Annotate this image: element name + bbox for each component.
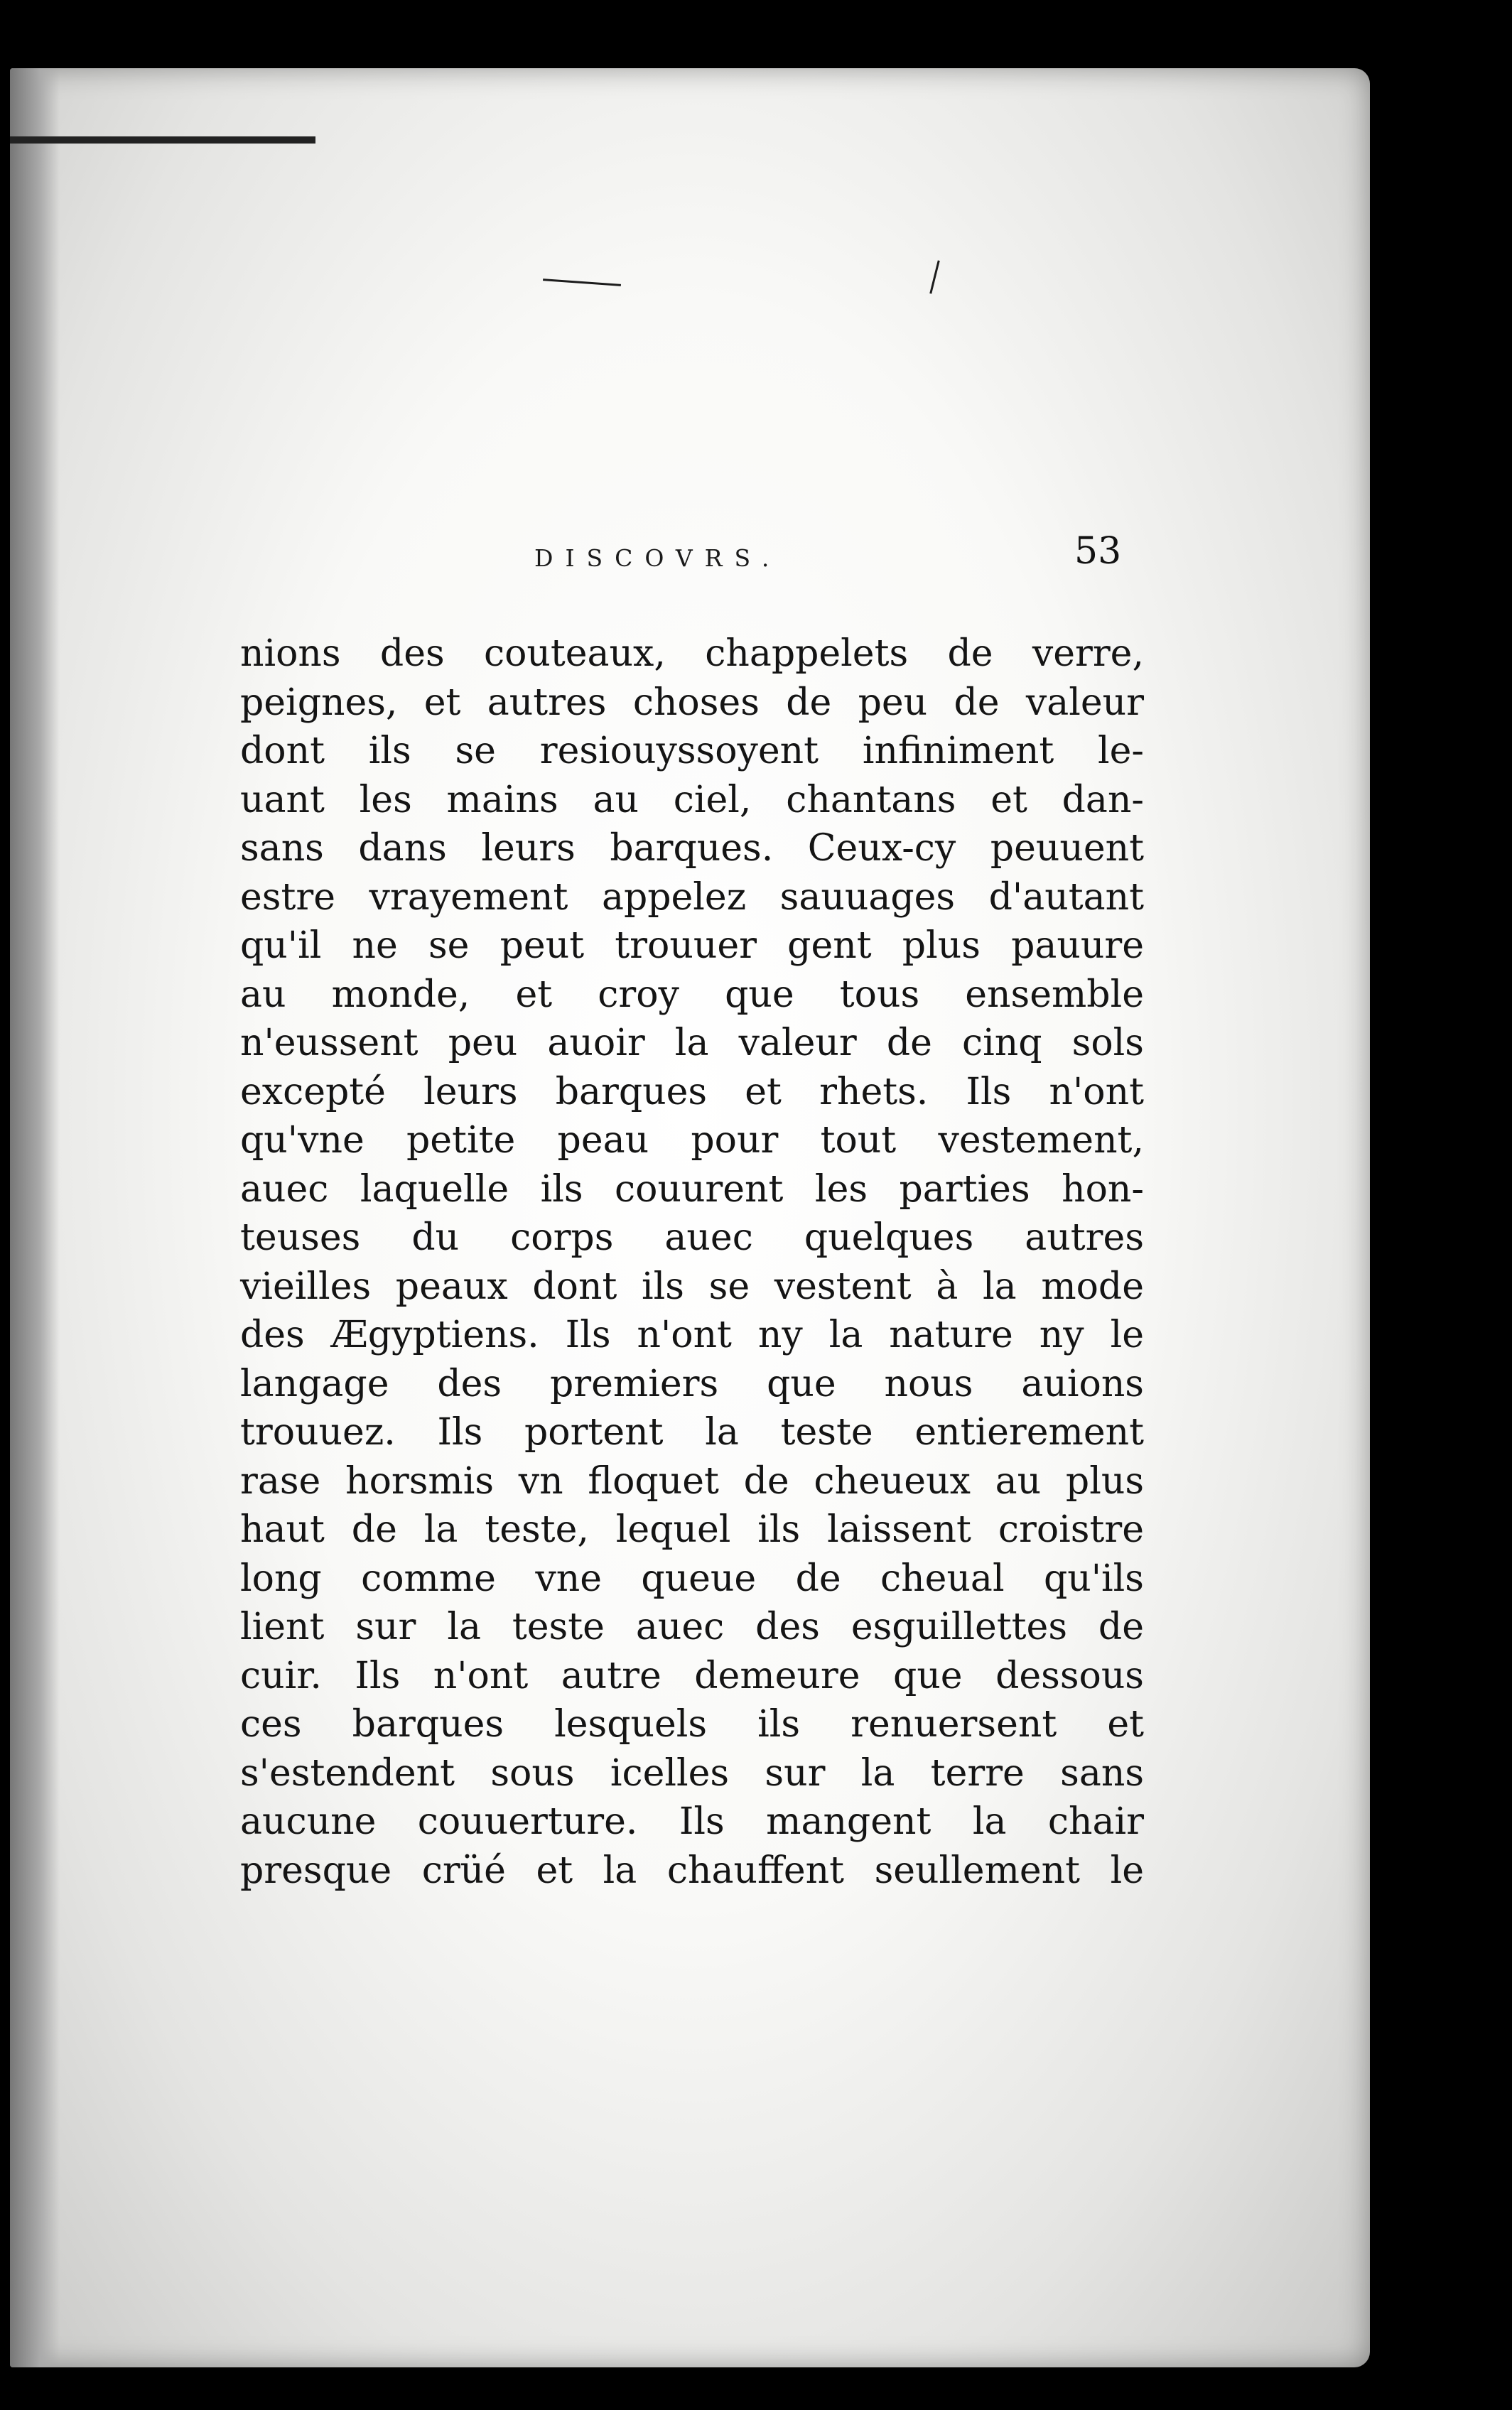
- text-line: s'estendent sous icelles sur la terre sans: [240, 1751, 1144, 1795]
- text-line: cuir. Ils n'ont autre demeure que dessous: [240, 1654, 1144, 1697]
- text-line: n'eussent peu auoir la valeur de cinq sols: [240, 1022, 1144, 1064]
- text-line: sans dans leurs barques. Ceux-cy peuuent: [240, 827, 1144, 870]
- text-line: estre vrayement appelez sauuages d'autant: [240, 875, 1144, 919]
- text-line: nions des couteaux, chappelets de verre,: [240, 632, 1144, 675]
- text-line: haut de la teste, lequel ils laissent croistre: [240, 1508, 1144, 1551]
- body-text: [240, 629, 1144, 1895]
- text-line: dont ils se resiouyssoyent infiniment le-: [240, 730, 1144, 772]
- text-line: long comme vne queue de cheual qu'ils: [240, 1557, 1144, 1600]
- text-line: au monde, et croy que tous ensemble: [240, 973, 1144, 1016]
- text-line: vieilles peaux dont ils se vestent à la mode: [240, 1265, 1144, 1308]
- text-line: excepté leurs barques et rhets. Ils n'ont: [240, 1070, 1144, 1113]
- text-line: ces barques lesquels ils renuersent et: [240, 1703, 1144, 1746]
- ink-tick-mark: [929, 260, 940, 293]
- text-line: langage des premiers que nous auions: [240, 1362, 1144, 1405]
- text-line: qu'il ne se peut trouuer gent plus pauure: [240, 924, 1144, 967]
- text-line: qu'vne petite peau pour tout vestement,: [240, 1119, 1144, 1162]
- text-line: teuses du corps auec quelques autres: [240, 1216, 1144, 1259]
- book-page: [10, 68, 1370, 2367]
- text-line: auec laquelle ils couurent les parties hon-: [240, 1167, 1144, 1211]
- text-line: presque crüé et la chauffent seullement le: [240, 1849, 1144, 1892]
- text-line: aucune couuerture. Ils mangent la chair: [240, 1800, 1144, 1843]
- text-line: trouuez. Ils portent la teste entierement: [240, 1411, 1144, 1454]
- running-head-title: DISCOVRS.: [534, 544, 782, 572]
- pen-stroke-mark: [543, 279, 621, 286]
- text-line: uant les mains au ciel, chantans et dan-: [240, 778, 1144, 821]
- page-number: 53: [1074, 530, 1122, 573]
- text-line: rase horsmis vn floquet de cheueux au plus: [240, 1459, 1144, 1503]
- text-line: lient sur la teste auec des esguillettes de: [240, 1606, 1144, 1648]
- running-head: [10, 530, 1370, 573]
- text-line: des Ægyptiens. Ils n'ont ny la nature ny le: [240, 1314, 1144, 1356]
- text-line: peignes, et autres choses de peu de valeur: [240, 681, 1144, 724]
